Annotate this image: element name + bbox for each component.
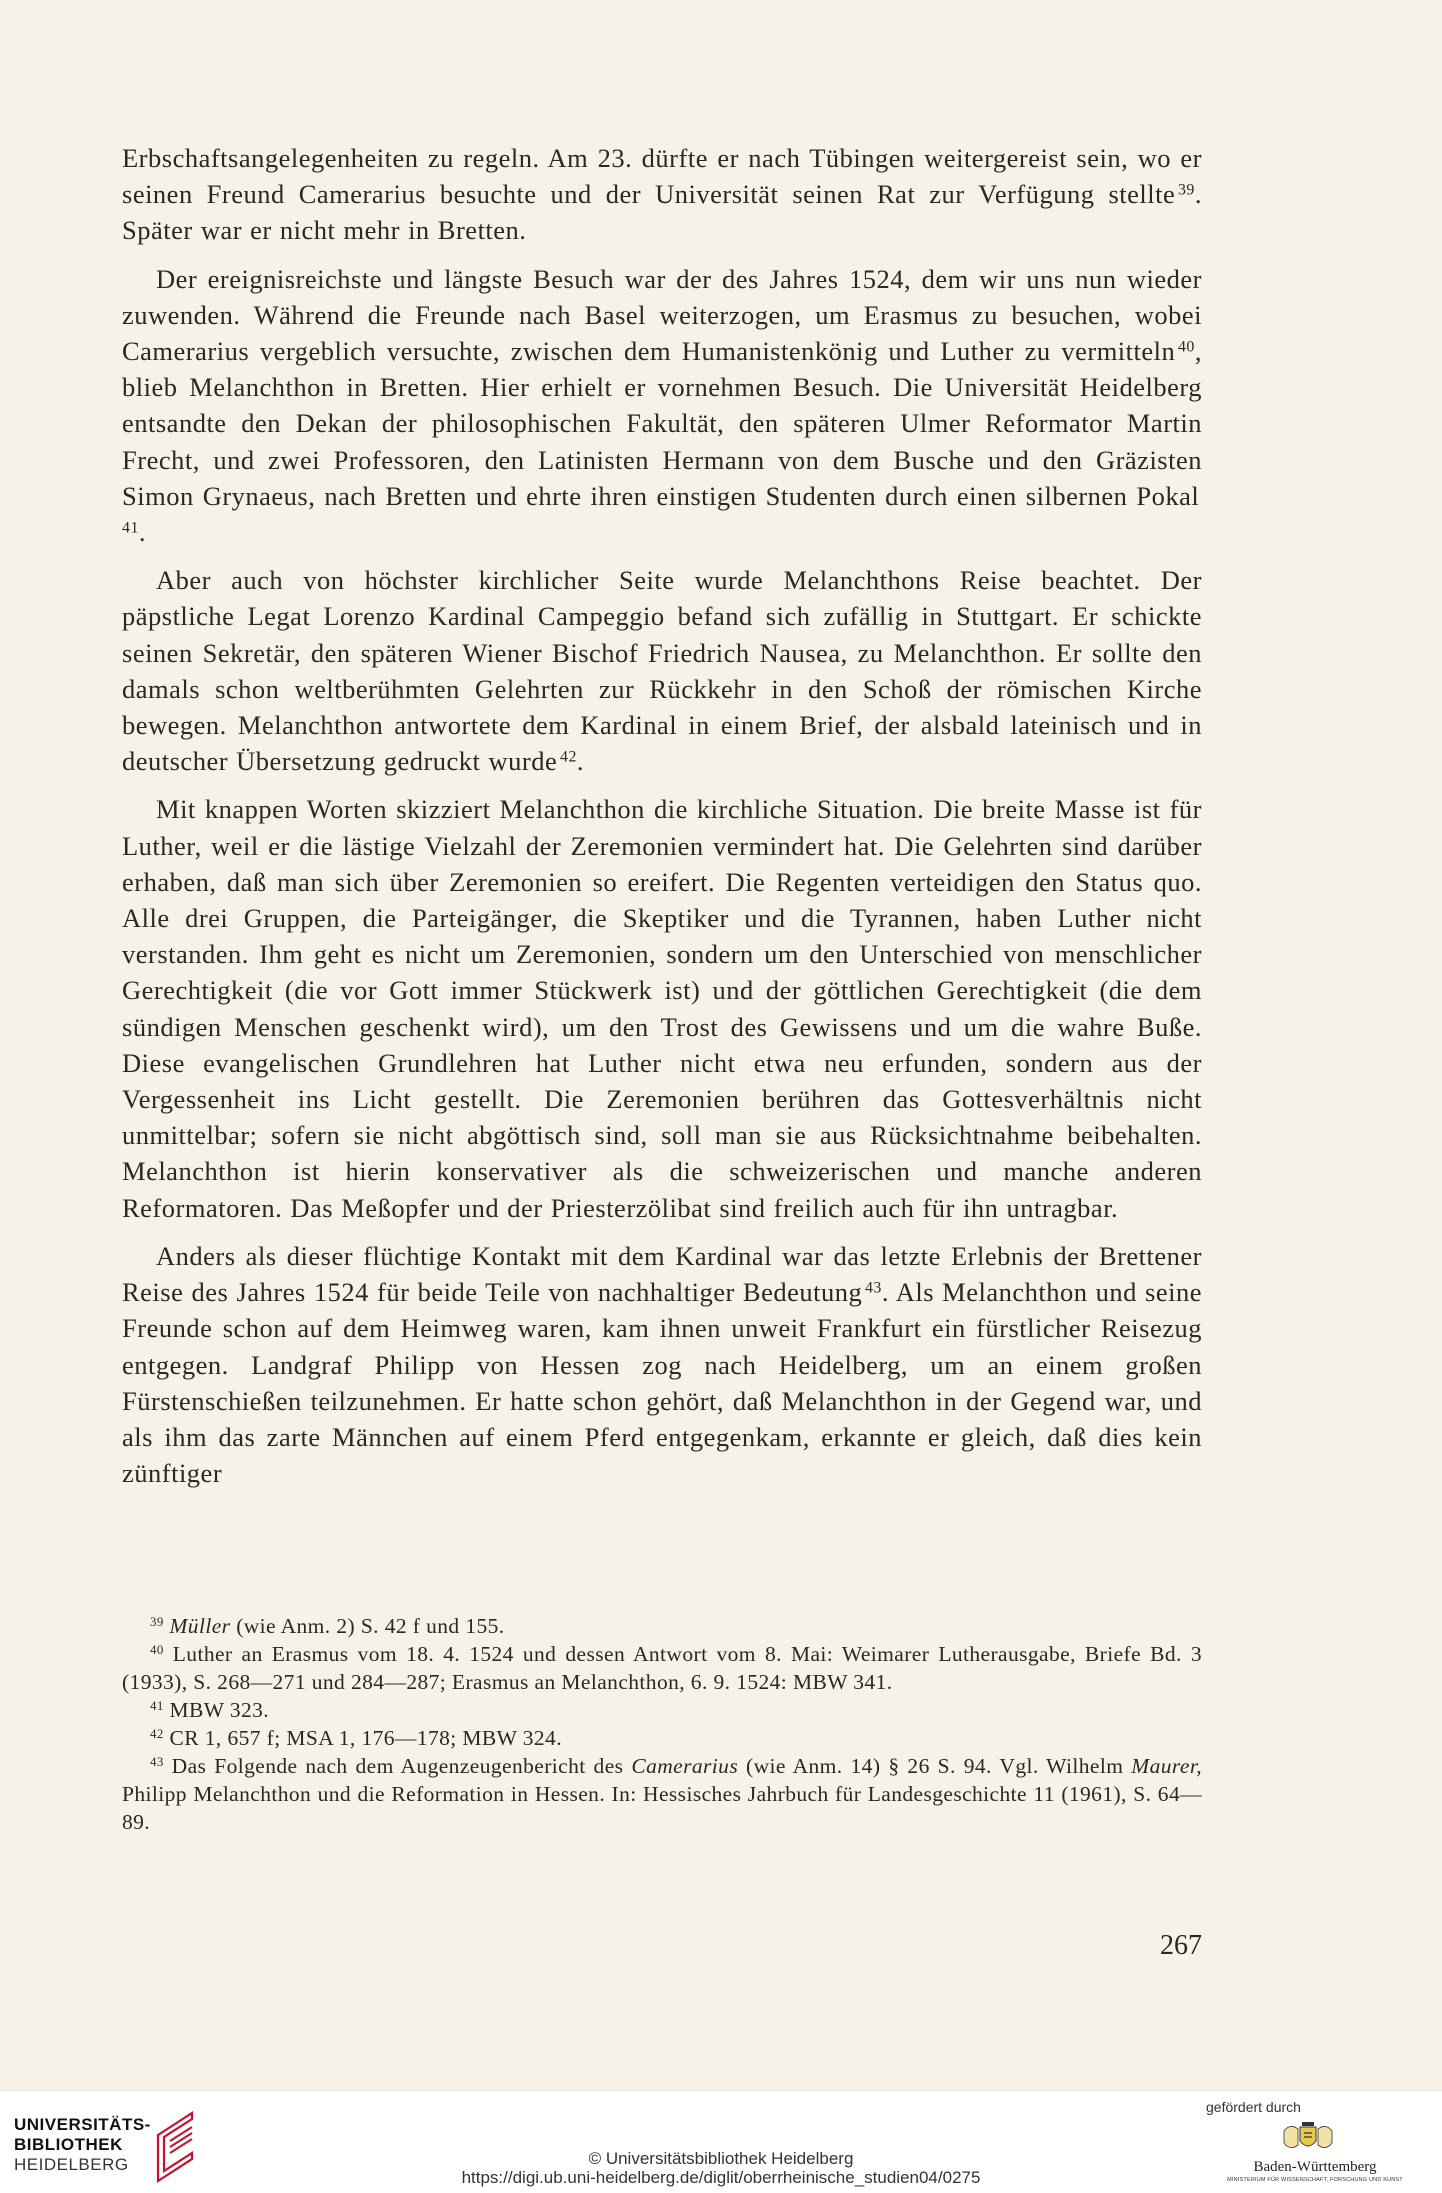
logo-line-3: HEIDELBERG — [14, 2155, 129, 2174]
footnote-42: $^{42}$ CR 1, 657 f; MSA 1, 176—178; MBW 324. — [150, 1726, 562, 1750]
paragraph-1: Erbschaftsangelegenheiten zu regeln. Am 23. dürfte er nach Tübingen weitergereist sein, wo er seinen Freund Camerarius besuchte und der Universität seinen Rat zur Verfügung stellte $^{39}$. Später war er nicht mehr in Bretten. — [122, 143, 1202, 246]
funder-name: Baden-Württemberg — [1253, 2159, 1377, 2175]
footnote-ref-43: 43 — [864, 1279, 882, 1297]
paragraph-4: Mit knappen Worten skizziert Melanchthon die kirchliche Situation. Die breite Masse ist für Luther, weil er die lästige Vielzahl der Zeremonien vermindert hat. Die Gelehrten sind darüber erhaben, daß man sich über Zeremonien so ereifert. Die Regenten verteidigen den Status quo. Alle drei Gruppen, die Parteigänger, die Skeptiker und die Tyrannen, haben Luther nicht verstanden. Ihm geht es nicht um Zeremonien, sondern um den Unterschied von menschlicher Gerechtigkeit (die vor Gott immer Stückwerk ist) und der göttlichen Gerechtigkeit (die dem sündigen Menschen geschenkt wird), um den Trost des Gewissens und um die wahre Buße. Diese evangelischen Grundlehren hat Luther nicht etwa neu erfunden, sondern aus der Vergessenheit ins Licht gestellt. Die Zeremonien berühren das Gottesverhältnis nicht unmittelbar; sofern sie nicht abgöttisch sind, soll man sie aus Rücksichtnahme beibehalten. Melanchthon ist hierin konservativer als die schweizerischen und manche anderen Reformatoren. Das Meßopfer und der Priesterzölibat sind freilich auch für ihn untragbar. — [122, 794, 1202, 1223]
paragraph-5: Anders als dieser flüchtige Kontakt mit dem Kardinal war das letzte Erlebnis der Brettener Reise des Jahres 1524 für beide Teile von nachhaltiger Bedeutung $^{43}$. Als Melanchthon und seine Freunde schon auf dem Heimweg waren, kam ihnen unweit Frankfurt ein fürstlicher Reisezug entgegen. Landgraf Philipp von Hessen zog nach Heidelberg, um an einem großen Fürstenschießen teilzunehmen. Er hatte schon gehört, daß Melanchthon in der Gegend war, und als ihm das zarte Männchen auf einem Pferd entgegenkam, erkannte er gleich, daß dies kein zünftiger — [122, 1240, 1202, 1489]
footnote-43: $^{43}$ Das Folgende nach dem Augenzeugenbericht des Camerarius (wie Anm. 14) § 26 S. 94. Vgl. Wilhelm Maurer, Philipp Melanchthon und die Reformation in Hessen. In: Hessisches Jahrbuch für Landesgeschichte 11 (1961), S. 64—89. — [122, 1754, 1202, 1834]
page-number: 267 — [1160, 1930, 1202, 1961]
paragraph-2: Der ereignisreichste und längste Besuch war der des Jahres 1524, dem wir uns nun wieder zuwenden. Während die Freunde nach Basel weiterzogen, um Erasmus zu besuchen, wobei Camerarius vergeblich versuchte, zwischen dem Humanistenkönig und Luther zu vermitteln $^{40}$, blieb Melanchthon in Bretten. Hier erhielt er vornehmen Besuch. Die Universität Heidelberg entsandte den Dekan der philosophischen Fakultät, den späteren Ulmer Reformator Martin Frecht, und zwei Professoren, den Latinisten Hermann von dem Busche und den Gräzisten Simon Grynaeus, nach Bretten und ehrte ihren einstigen Studenten durch einen silbernen Pokal $^{41}$. — [122, 263, 1202, 548]
logo-line-1: UNIVERSITÄTS- — [14, 2115, 151, 2134]
baden-wuerttemberg-crest-icon — [1280, 2121, 1336, 2155]
copyright-text: © Universitätsbibliothek Heidelberg — [588, 2149, 854, 2168]
footnote-40: $^{40}$ Luther an Erasmus vom 18. 4. 1524 und dessen Antwort vom 8. Mai: Weimarer Lutherausgabe, Briefe Bd. 3 (1933), S. 268—271 und 284—287; Erasmus an Melanchthon, 6. 9. 1524: MBW 341. — [122, 1642, 1202, 1694]
funded-by-label: gefördert durch — [1206, 2099, 1301, 2115]
paragraph-3: Aber auch von höchster kirchlicher Seite wurde Melanchthons Reise beachtet. Der päpstliche Legat Lorenzo Kardinal Campeggio befand sich zufällig in Stuttgart. Er schickte seinen Sekretär, den späteren Wiener Bischof Friedrich Nausea, zu Melanchthon. Er sollte den damals schon weltberühmten Gelehrten zur Rückkehr in den Schoß der römischen Kirche bewegen. Melanchthon antwortete dem Kardinal in einem Brief, der alsbald lateinisch und in deutscher Übersetzung gedruckt wurde $^{42}$. — [122, 565, 1202, 777]
footnotes — [122, 1612, 1202, 1836]
footnote-39: $^{39}$ Müller (wie Anm. 2) S. 42 f und 155. — [150, 1614, 505, 1638]
footnote-41: $^{41}$ MBW 323. — [150, 1698, 270, 1722]
footnote-ref-41: 41 — [122, 519, 139, 537]
viewer-footer — [0, 2090, 1442, 2193]
footnote-ref-42: 42 — [560, 748, 577, 766]
footnote-ref-40: 40 — [1177, 338, 1195, 356]
body-text — [122, 140, 1202, 1503]
permalink[interactable]: https://digi.ub.uni-heidelberg.de/diglit/oberrheinische_studien04/0275 — [461, 2168, 981, 2187]
logo-line-2: BIBLIOTHEK — [14, 2135, 123, 2154]
funder-ministry: MINISTERIUM FÜR WISSENSCHAFT, FORSCHUNG UND KUNST — [1227, 2177, 1403, 2183]
footnote-ref-39: 39 — [1177, 181, 1195, 199]
